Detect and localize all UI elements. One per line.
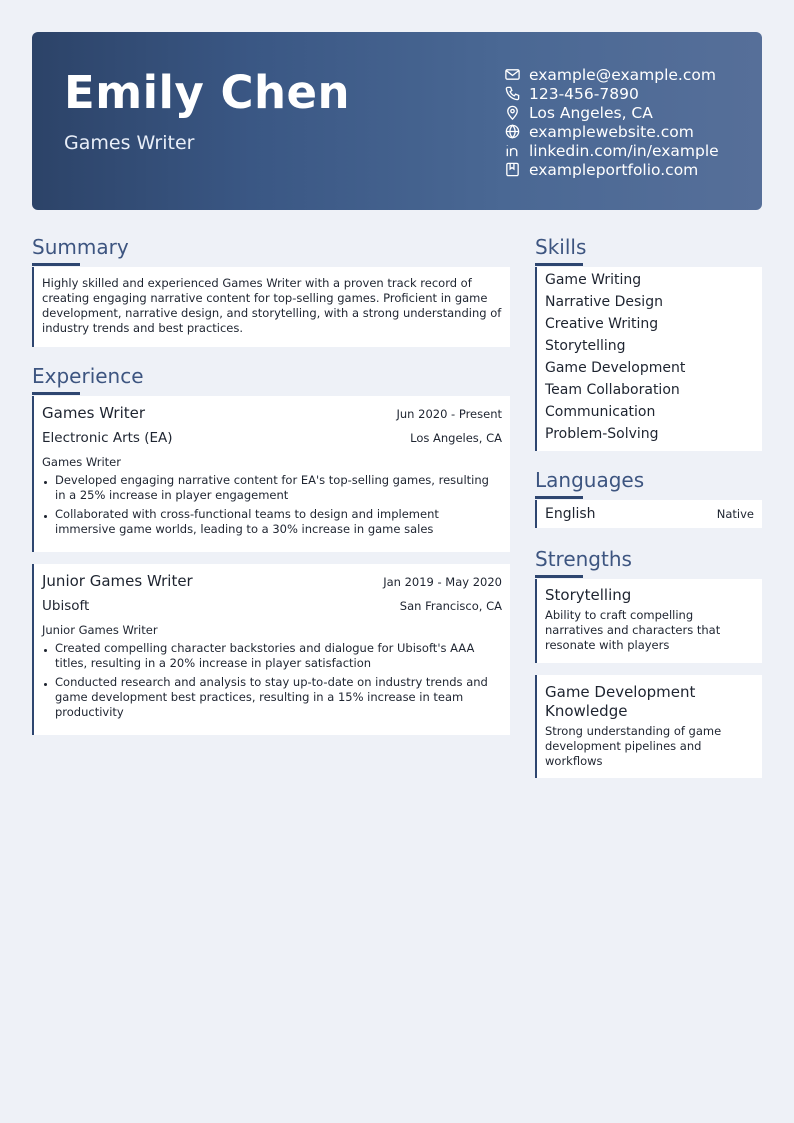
strength-description: Strong understanding of game development pipelines and workflows <box>545 724 722 768</box>
summary-text: Highly skilled and experienced Games Writer with a proven track record of creating engaging narrative content for top-selling games. Proficient in game development, narrative design, and storytelling, with a strong understanding of industry trends and best practices. <box>42 276 502 335</box>
experience-item <box>32 396 510 552</box>
skills-section-title <box>535 235 586 266</box>
experience-date: Jun 2020 - Present <box>396 407 502 421</box>
strength-description: Ability to craft compelling narratives and characters that resonate with players <box>545 608 721 652</box>
contact-linkedin[interactable] <box>504 141 719 160</box>
experience-bullet: Developed engaging narrative content for EA's top-selling games, resulting in a 25% increase in player engagement <box>42 473 502 503</box>
experience-company: Electronic Arts (EA) <box>42 430 173 446</box>
experience-location: Los Angeles, CA <box>410 431 502 445</box>
contact-website[interactable] <box>504 122 719 141</box>
portfolio-icon <box>504 161 521 178</box>
experience-bullet: Conducted research and analysis to stay up-to-date on industry trends and game development best practices, resulting in a 15% increase in team productivity <box>42 675 502 720</box>
strength-item <box>535 675 762 778</box>
contact-linkedin-text: linkedin.com/in/example <box>529 141 719 160</box>
skill-item: Game Writing <box>545 272 642 288</box>
contact-phone[interactable] <box>504 84 719 103</box>
skill-item: Game Development <box>545 360 686 376</box>
experience-bullet-list <box>42 641 502 720</box>
languages-title-text: Languages <box>535 468 645 492</box>
skill-item: Narrative Design <box>545 294 663 310</box>
skills-card <box>535 267 762 451</box>
experience-company: Ubisoft <box>42 598 90 614</box>
skill-item: Communication <box>545 404 656 420</box>
strengths-title-text: Strengths <box>535 547 632 571</box>
globe-icon <box>504 123 521 140</box>
skill-item: Creative Writing <box>545 316 659 332</box>
phone-icon <box>504 85 521 102</box>
languages-section-title <box>535 468 644 499</box>
experience-bullet: Collaborated with cross-functional teams to design and implement immersive game worlds, leading to a 30% increase in game sales <box>42 507 502 537</box>
contact-portfolio[interactable] <box>504 160 719 179</box>
experience-job-title: Junior Games Writer <box>42 572 193 590</box>
experience-title-underline <box>32 392 80 395</box>
contact-location-text: Los Angeles, CA <box>529 103 653 122</box>
language-name: English <box>545 506 596 522</box>
strength-title: Storytelling <box>545 586 632 604</box>
contact-email[interactable] <box>504 65 719 84</box>
skill-item: Team Collaboration <box>545 382 680 398</box>
contact-phone-text: 123-456-7890 <box>529 84 639 103</box>
skill-item: Problem-Solving <box>545 426 659 442</box>
strength-item <box>535 579 762 663</box>
strengths-section-title <box>535 547 632 578</box>
contact-website-text: examplewebsite.com <box>529 122 694 141</box>
candidate-role: Games Writer <box>64 132 195 154</box>
experience-job-title: Games Writer <box>42 404 146 422</box>
strength-title: Game Development Knowledge <box>545 683 696 720</box>
experience-bullet-list <box>42 473 502 537</box>
experience-subtitle: Games Writer <box>42 455 121 469</box>
language-level: Native <box>716 507 754 521</box>
location-pin-icon <box>504 104 521 121</box>
experience-bullet: Created compelling character backstories and dialogue for Ubisoft's AAA titles, resulting in a 20% increase in player satisfaction <box>42 641 502 671</box>
experience-location: San Francisco, CA <box>399 599 502 613</box>
contact-list <box>504 65 719 179</box>
language-item <box>535 500 762 528</box>
mail-icon <box>504 66 521 83</box>
summary-card <box>32 267 510 347</box>
experience-title-text: Experience <box>32 364 144 388</box>
summary-title-text: Summary <box>32 235 129 259</box>
experience-section-title <box>32 364 144 395</box>
contact-email-text: example@example.com <box>529 65 716 84</box>
candidate-name: Emily Chen <box>64 66 351 119</box>
skills-title-underline <box>535 263 583 266</box>
experience-item <box>32 564 510 735</box>
skill-item: Storytelling <box>545 338 626 354</box>
resume-header <box>32 32 762 210</box>
summary-title-underline <box>32 263 80 266</box>
experience-date: Jan 2019 - May 2020 <box>383 575 502 589</box>
experience-subtitle: Junior Games Writer <box>42 623 158 637</box>
contact-portfolio-text: exampleportfolio.com <box>529 160 699 179</box>
contact-location <box>504 103 719 122</box>
languages-title-underline <box>535 496 583 499</box>
skills-title-text: Skills <box>535 235 587 259</box>
strengths-title-underline <box>535 575 583 578</box>
linkedin-icon <box>504 142 521 159</box>
summary-section-title <box>32 235 129 266</box>
